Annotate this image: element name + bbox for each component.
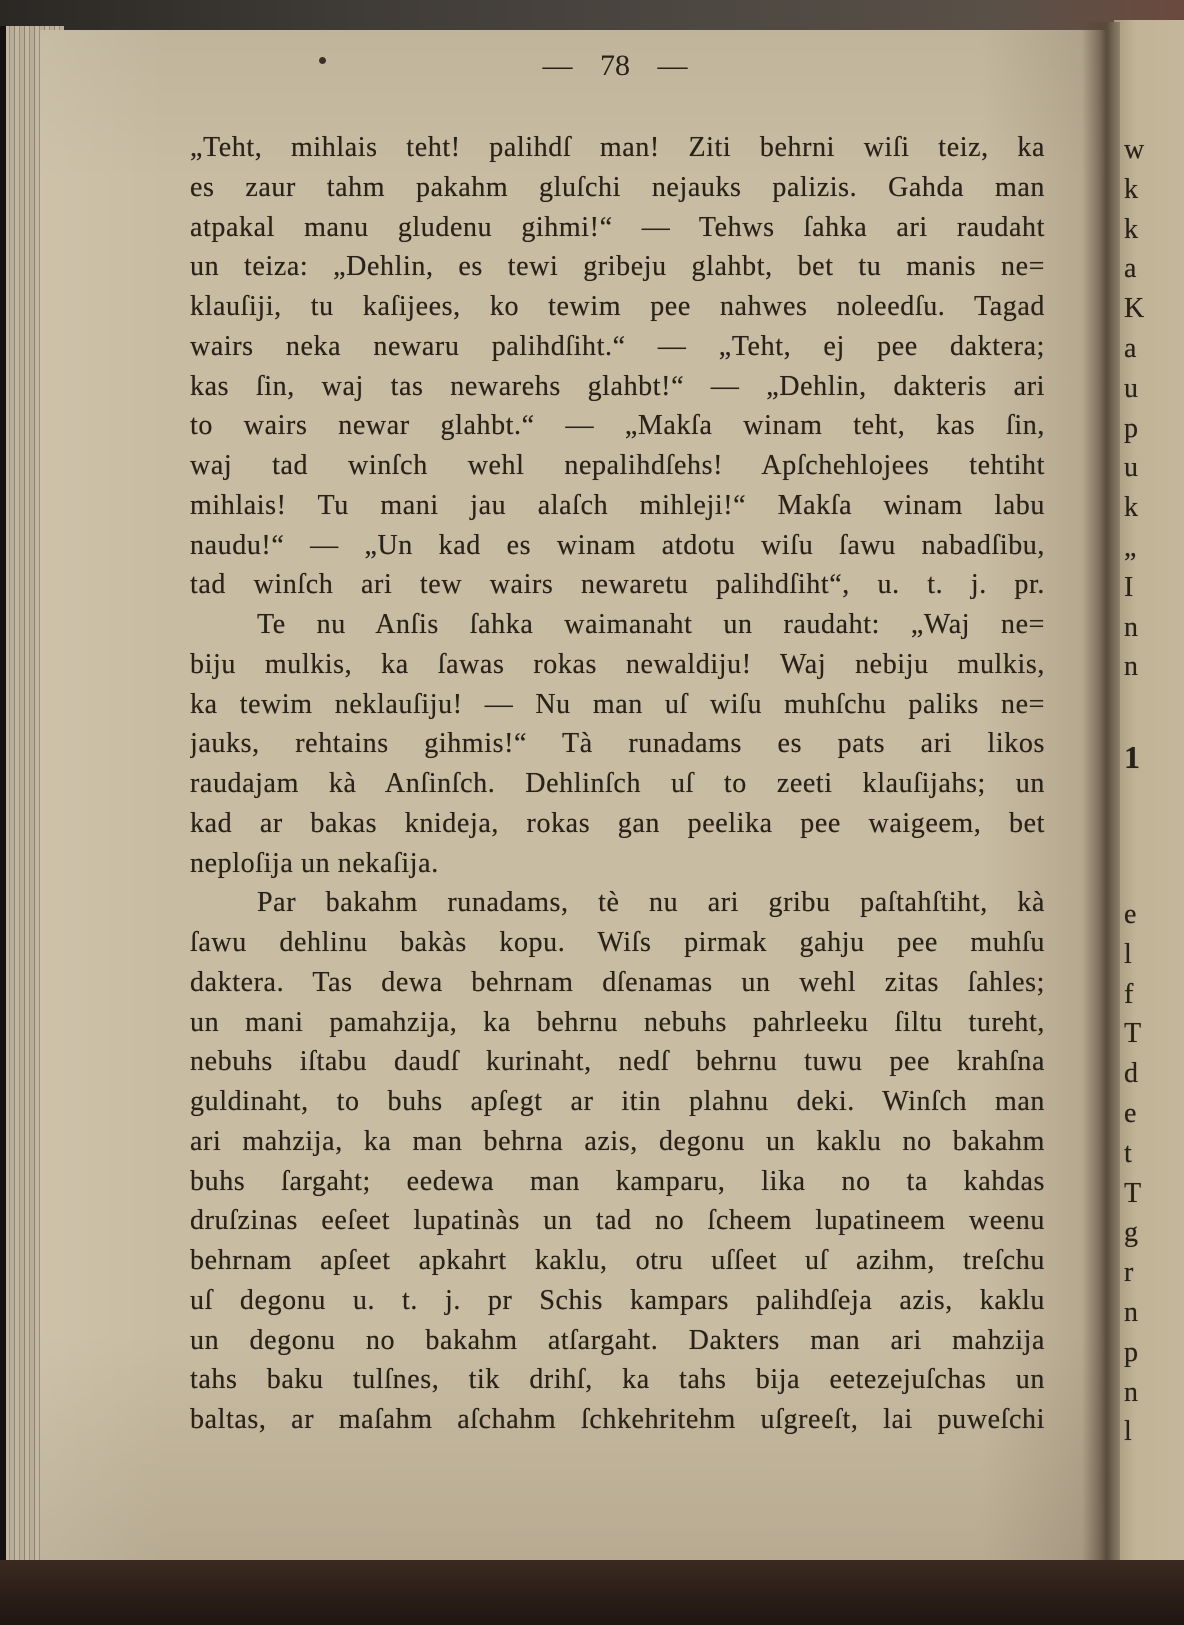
text-line: es zaur tahm pakahm gluſchi nejauks palizis. Gahda man	[190, 171, 1045, 203]
text-line: to wairs newar glahbt.“ — „Makſa winam teht, kas ſin,	[190, 410, 1045, 442]
facing-page-glyph: r	[1124, 1257, 1134, 1289]
paragraph	[190, 605, 1045, 883]
facing-page-glyph: a	[1124, 332, 1137, 364]
facing-page-glyph: k	[1124, 492, 1138, 524]
facing-page-glyph: p	[1124, 412, 1138, 444]
facing-page-glyph: e	[1124, 1097, 1137, 1129]
text-line: raudajam kà Anſinſch. Dehlinſch uſ to zeeti klauſijahs; un	[190, 768, 1045, 799]
text-line: biju mulkis, ka ſawas rokas newaldiju! Waj nebiju mulkis,	[190, 648, 1045, 680]
text-line: ka tewim neklauſiju! — Nu man uſ wiſu muhſchu paliks ne=	[190, 688, 1045, 720]
text-line: mihlais! Tu mani jau alaſch mihleji!“ Makſa winam labu	[190, 489, 1045, 521]
facing-page-glyph: T	[1124, 1177, 1142, 1209]
text-line: waj tad winſch wehl nepalihdſehs! Apſchehlojees tehtiht	[190, 450, 1045, 481]
text-line: neploſija un nekaſija.	[190, 847, 439, 879]
facing-page-glyph: e	[1124, 899, 1137, 930]
facing-page-glyph: k	[1124, 213, 1138, 245]
facing-page-glyph: 1	[1124, 739, 1140, 775]
text-line: klauſiji, tu kaſijees, ko tewim pee nahwes noleedſu. Tagad	[190, 291, 1045, 322]
facing-page-glyph: n	[1124, 1296, 1138, 1328]
text-line: tahs baku tulſnes, tik drihſ, ka tahs bija eetezejuſchas un	[190, 1364, 1045, 1396]
facing-page-glyph: t	[1124, 1137, 1132, 1169]
text-line: behrnam apſeet apkahrt kaklu, otru uſſeet uſ azihm, treſchu	[190, 1245, 1045, 1276]
facing-page-glyph: u	[1124, 372, 1138, 404]
facing-page-glyph: T	[1124, 1018, 1142, 1050]
facing-page-glyph: I	[1124, 571, 1134, 603]
body-text	[190, 128, 1045, 1440]
facing-page-glyph: p	[1124, 1336, 1138, 1368]
facing-page-glyph: g	[1124, 1217, 1138, 1249]
text-line: jauks, rehtains gihmis!“ Tà runadams es pats ari likos	[190, 728, 1045, 760]
scanner-bottom-edge	[0, 1560, 1184, 1625]
text-line: un degonu no bakahm atſargaht. Dakters man ari mahzija	[190, 1324, 1045, 1356]
facing-page-glyph: n	[1124, 651, 1138, 683]
text-line: kas ſin, waj tas newarehs glahbt!“ — „Dehlin, dakteris ari	[190, 370, 1045, 402]
facing-page-chapter-number	[1124, 738, 1140, 778]
text-line: ſawu dehlinu bakàs kopu. Wiſs pirmak gahju pee muhſu	[190, 927, 1045, 958]
facing-page-glyph: w	[1124, 134, 1145, 165]
facing-page-fragments-top	[1124, 130, 1144, 687]
text-line: atpakal manu gludenu gihmi!“ — Tehws ſahka ari raudaht	[190, 211, 1045, 243]
facing-page-glyph: K	[1124, 293, 1145, 325]
book-gutter-shadow	[1082, 22, 1120, 1570]
text-line: un mani pamahzija, ka behrnu nebuhs pahrleeku ſiltu tureht,	[190, 1006, 1045, 1038]
paragraph	[190, 883, 1045, 1440]
page-number: — 78 —	[542, 49, 688, 82]
facing-page-glyph: l	[1124, 1416, 1132, 1448]
facing-page-fragments-bottom	[1124, 895, 1141, 1452]
text-line: guldinaht, to buhs apſegt ar itin plahnu deki. Winſch man	[190, 1086, 1045, 1117]
facing-page-glyph: d	[1124, 1058, 1138, 1090]
text-line: daktera. Tas dewa behrnam dſenamas un wehl zitas ſahles;	[190, 966, 1045, 998]
facing-page-glyph: „	[1124, 531, 1137, 563]
text-line: Par bakahm runadams, tè nu ari gribu paſtahſtiht, kà	[257, 887, 1045, 919]
ink-speck	[319, 57, 326, 64]
facing-page-glyph: k	[1124, 173, 1138, 205]
facing-page-glyph: f	[1124, 978, 1134, 1010]
text-line: baltas, ar maſahm aſchahm ſchkehritehm uſgreeſt, lai puweſchi	[190, 1404, 1045, 1435]
text-line: nebuhs iſtabu daudſ kurinaht, nedſ behrnu tuwu pee krahſna	[190, 1046, 1045, 1078]
facing-page-glyph: u	[1124, 452, 1138, 484]
text-line: uſ degonu u. t. j. pr Schis kampars palihdſeja azis, kaklu	[190, 1284, 1045, 1316]
text-line: druſzinas eeſeet lupatinàs un tad no ſcheem lupatineem weenu	[190, 1205, 1045, 1237]
facing-page-glyph: n	[1124, 611, 1138, 643]
text-line: „Teht, mihlais teht! palihdſ man! Ziti behrni wiſi teiz, ka	[190, 132, 1045, 163]
text-line: kad ar bakas knideja, rokas gan peelika pee waigeem, bet	[190, 807, 1045, 839]
facing-page-glyph: l	[1124, 938, 1132, 970]
facing-page-glyph: a	[1124, 253, 1137, 285]
text-line: un teiza: „Dehlin, es tewi gribeju glahbt, bet tu manis ne=	[190, 251, 1045, 283]
text-line: wairs neka newaru palihdſiht.“ — „Teht, ej pee daktera;	[190, 330, 1045, 362]
text-line: buhs ſargaht; eedewa man kamparu, lika no ta kahdas	[190, 1165, 1045, 1197]
text-line: naudu!“ — „Un kad es winam atdotu wiſu ſawu nabadſibu,	[190, 529, 1045, 561]
paragraph	[190, 128, 1045, 605]
facing-page-glyph: n	[1124, 1376, 1138, 1408]
text-line: Te nu Anſis ſahka waimanaht un raudaht: „Waj ne=	[257, 609, 1045, 640]
text-line: tad winſch ari tew wairs newaretu palihdſiht“, u. t. j. pr.	[190, 569, 1045, 601]
text-line: ari mahzija, ka man behrna azis, degonu un kaklu no bakahm	[190, 1125, 1045, 1157]
